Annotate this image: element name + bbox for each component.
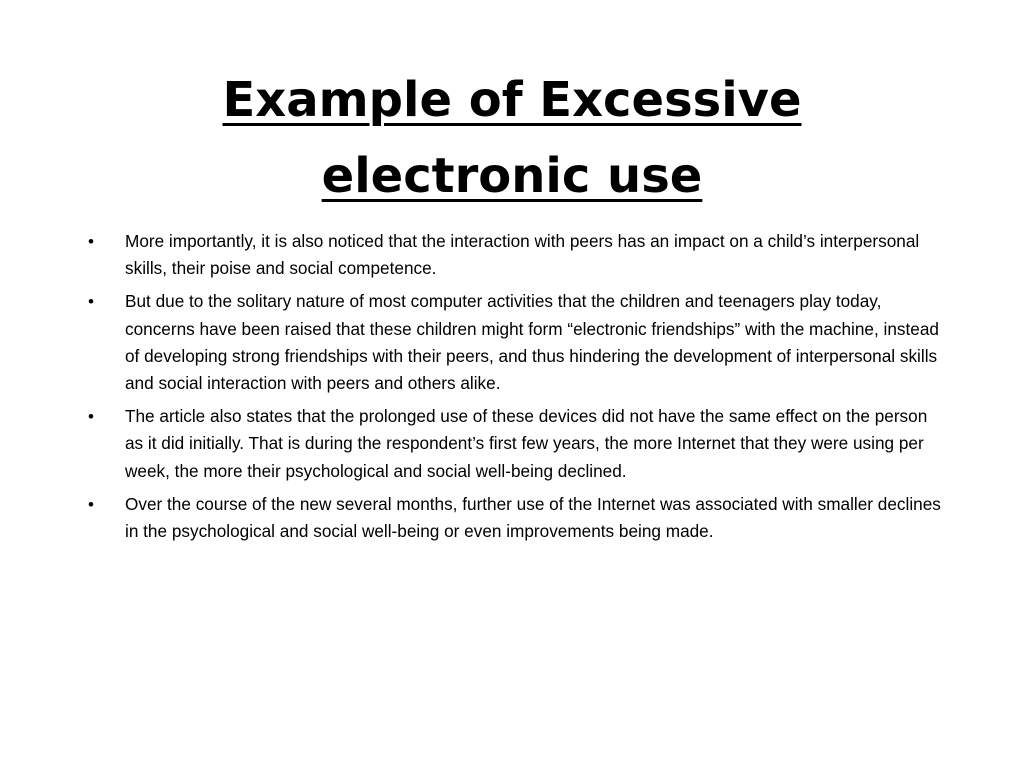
slide-title: Example of Excessive electronic use xyxy=(222,72,802,204)
bullet-list xyxy=(88,228,948,551)
bullet-text: More importantly, it is also noticed that the interaction with peers has an impact on a child’s interpersonal skills, their poise and social competence. xyxy=(125,231,920,279)
bullet-text: The article also states that the prolonged use of these devices did not have the same effect on the person as it did initially. That is during the respondent’s first few years, the more Internet that they were using per week, the more their psychological and social well-being declined. xyxy=(125,406,928,481)
bullet-item xyxy=(88,491,948,545)
bullet-item xyxy=(88,288,948,397)
bullet-icon: • xyxy=(88,232,94,251)
bullet-text: But due to the solitary nature of most computer activities that the children and teenagers play today, concerns have been raised that these children might form “electronic friendships” with the machine, instead of developing strong friendships with their peers, and thus hindering the development of interpersonal skills and social interaction with peers and others alike. xyxy=(125,291,939,394)
bullet-item xyxy=(88,228,948,282)
bullet-text: Over the course of the new several months, further use of the Internet was associated with smaller declines in the psychological and social well-being or even improvements being made. xyxy=(125,493,941,542)
bullet-icon: • xyxy=(88,494,94,514)
bullet-item xyxy=(88,403,948,485)
bullet-icon: • xyxy=(88,407,94,427)
bullet-icon: • xyxy=(88,292,94,312)
